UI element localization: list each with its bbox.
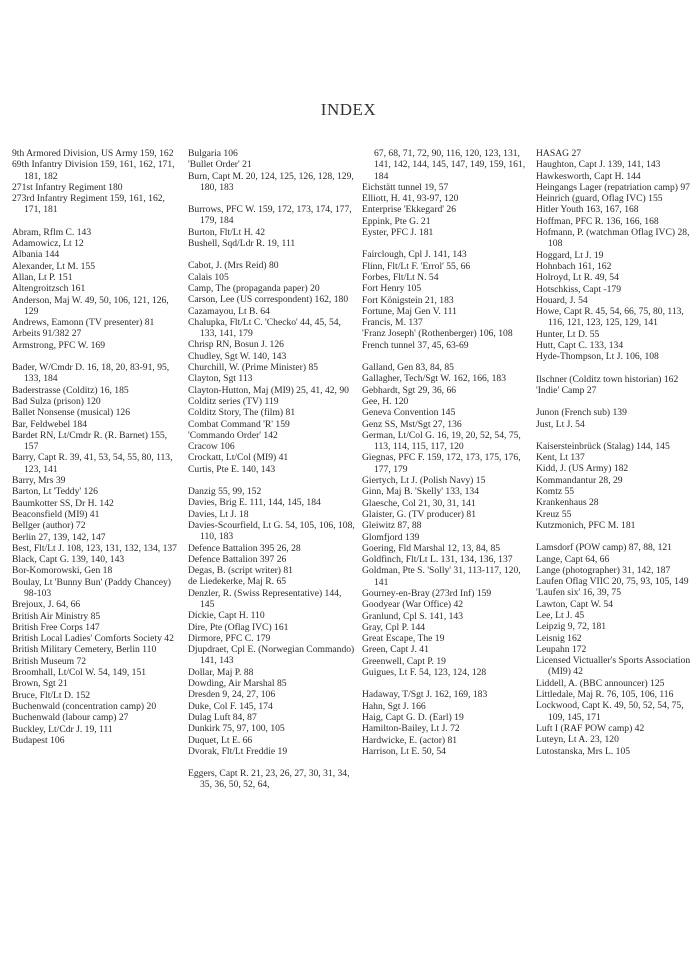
index-entry: Berlin 27, 139, 142, 147	[12, 531, 106, 543]
index-entry: Dunkirk 75, 97, 100, 105	[188, 723, 285, 735]
index-entry: Liddell, A. (BBC announcer) 125	[536, 677, 665, 689]
index-entry: Hofmann, P. (watchman Oflag IVC) 28, 108	[536, 227, 690, 250]
index-group-gap	[362, 238, 527, 249]
index-entry: Dowding, Air Marshal 85	[188, 678, 287, 690]
index-entry: Cazamayou, Lt B. 64	[188, 305, 270, 317]
index-entry: Albania 144	[12, 249, 60, 261]
index-entry: Carson, Lee (US correspondent) 162, 180	[188, 294, 349, 306]
index-entry: Dulag Luft 84, 87	[188, 711, 257, 723]
index-entry: Beaconsfield (MI9) 41	[12, 508, 100, 520]
index-group-gap	[12, 351, 177, 362]
index-entry: Gourney-en-Bray (273rd Inf) 159	[362, 587, 492, 599]
index-entry: Crockatt, Lt/Col (MI9) 41	[188, 452, 289, 464]
index-entry: Davies-Scourfield, Lt G. 54, 105, 106, 108, 110, 183	[188, 519, 355, 543]
index-entry: Bardet RN, Lt/Cmdr R. (R. Barnet) 155, 157	[12, 429, 168, 453]
index-entry: Bor-Komorowski, Gen 18	[12, 565, 113, 577]
index-entry: Glomfjord 139	[362, 531, 420, 543]
index-entry: Kaisersteinbrück (Stalag) 144, 145	[536, 440, 670, 452]
index-entry: Eichstätt tunnel 19, 57	[362, 181, 449, 193]
index-entry: Cabot, J. (Mrs Reid) 80	[188, 260, 279, 272]
index-entry: Hahn, Sgt J. 166	[362, 700, 426, 712]
index-entry: Goodyear (War Office) 42	[362, 599, 464, 611]
index-entry: Eppink, Pte G. 21	[362, 215, 431, 227]
index-entry: Bulgaria 106	[188, 148, 238, 159]
index-group-gap	[536, 430, 696, 441]
index-entry: 271st Infantry Regiment 180	[12, 181, 123, 193]
index-entry: Forbes, Flt/Lt N. 54	[362, 271, 439, 283]
index-entry: Harrison, Lt E. 50, 54	[362, 745, 446, 757]
index-entry: Just, Lt J. 54	[536, 418, 585, 430]
index-group-gap	[188, 193, 358, 204]
index-entry: Laufen Oflag VIIC 20, 75, 93, 105, 149	[536, 576, 689, 588]
index-entry: 67, 68, 71, 72, 90, 116, 120, 123, 131, 141, 142, 144, 145, 147, 149, 159, 161, 184	[374, 148, 526, 182]
index-entry: Colditz Story, The (film) 81	[188, 407, 296, 419]
index-entry: Howe, Capt R. 45, 54, 66, 75, 80, 113, 116, 121, 123, 125, 129, 141	[536, 306, 684, 329]
index-entry: Adamowicz, Lt 12	[12, 238, 84, 250]
index-entry: Arbeits 91/382 27	[12, 328, 82, 340]
index-entry: Dickie, Capt H. 110	[188, 610, 265, 622]
index-entry: Alexander, Lt M. 155	[12, 260, 96, 272]
index-column-4	[536, 148, 696, 757]
index-entry: 'Indie' Camp 27	[536, 384, 597, 396]
page-title: INDEX	[320, 100, 377, 119]
index-entry: Glaesche, Col 21, 30, 31, 141	[362, 497, 476, 509]
index-group-gap	[536, 396, 696, 407]
index-entry: Leisnig 162	[536, 632, 582, 644]
index-entry: Baumkotter SS, Dr H. 142	[12, 497, 114, 509]
index-entry: Gallagher, Tech/Sgt W. 162, 166, 183	[362, 373, 506, 385]
index-entry: Haughton, Capt J. 139, 141, 143	[536, 159, 661, 171]
index-entry: Enterprise 'Ekkegard' 26	[362, 204, 457, 216]
index-entry: Burton, Flt/Lt H. 42	[188, 226, 266, 238]
index-entry: Komtz 55	[536, 486, 575, 498]
index-entry: Chrisp RN, Bosun J. 126	[188, 339, 284, 351]
index-entry: Duke, Col F. 145, 174	[188, 700, 273, 712]
index-entry: Hoggard, Lt J. 19	[536, 249, 604, 261]
index-entry: Lockwood, Capt K. 49, 50, 52, 54, 75, 109, 145, 171	[536, 700, 684, 723]
index-entry: 'Commando Order' 142	[188, 429, 278, 441]
index-entry: Dollar, Maj P. 88	[188, 666, 254, 678]
index-entry: Best, Flt/Lt J. 108, 123, 131, 132, 134, 137	[12, 542, 177, 554]
index-entry: Burrows, PFC W. 159, 172, 173, 174, 177, 179, 184	[188, 204, 352, 227]
index-entry: Colditz series (TV) 119	[188, 395, 279, 407]
index-entry: Andrews, Eamonn (TV presenter) 81	[12, 317, 155, 329]
index-entry: Ilschner (Colditz town historian) 162	[536, 373, 679, 385]
index-entry: Lamsdorf (POW camp) 87, 88, 121	[536, 542, 672, 554]
index-entry: Abram, Rflm C. 143	[12, 226, 92, 238]
index-entry: Fort Königstein 21, 183	[362, 294, 454, 306]
index-entry: Geneva Convention 145	[362, 407, 456, 419]
index-entry: Clayton-Hutton, Maj (MI9) 25, 41, 42, 90	[188, 384, 349, 396]
index-entry: Leipzig 9, 72, 181	[536, 621, 607, 633]
index-entry: Bar, Feldwebel 184	[12, 418, 88, 430]
index-group-gap	[188, 249, 358, 260]
index-entry: Baderstrasse (Colditz) 16, 185	[12, 384, 129, 396]
index-entry: Buckley, Lt/Cdr J. 19, 111	[12, 723, 113, 735]
index-entry: Green, Capt J. 41	[362, 644, 429, 656]
index-entry: British Free Corps 147	[12, 621, 100, 633]
index-entry: Bruce, Flt/Lt D. 152	[12, 689, 91, 701]
index-group-gap	[188, 757, 358, 768]
index-column-1	[12, 148, 177, 746]
index-entry: Bad Sulza (prison) 120	[12, 395, 101, 407]
index-entry: Leupahn 172	[536, 643, 587, 655]
index-entry: Luteyn, Lt A. 23, 120	[536, 734, 619, 746]
index-entry: Cracow 106	[188, 441, 235, 453]
index-entry: Buchenwald (labour camp) 27	[12, 712, 129, 724]
index-entry: Heinrich (guard, Oflag IVC) 155	[536, 193, 663, 205]
index-entry: French tunnel 37, 45, 63-69	[362, 339, 469, 351]
index-entry: Fortune, Maj Gen V. 111	[362, 305, 457, 317]
index-entry: Hyde-Thompson, Lt J. 106, 108	[536, 351, 659, 363]
index-group-gap	[536, 531, 696, 542]
index-entry: Defence Battalion 395 26, 28	[188, 542, 301, 554]
index-entry: Chudley, Sgt W. 140, 143	[188, 350, 287, 362]
index-entry: Eggers, Capt R. 21, 23, 26, 27, 30, 31, 34, 35, 36, 50, 52, 64,	[188, 768, 350, 791]
index-entry: Boulay, Lt 'Bunny Bun' (Paddy Chancey) 98-103	[12, 576, 171, 599]
index-entry: Ginn, Maj B. 'Skelly' 133, 134	[362, 486, 479, 498]
index-entry: Great Escape, The 19	[362, 633, 445, 645]
index-entry: Hitler Youth 163, 167, 168	[536, 204, 639, 216]
index-entry: Kutzmonich, PFC M. 181	[536, 519, 636, 531]
index-entry: British Local Ladies' Comforts Society 42	[12, 633, 174, 645]
index-entry: Hutt, Capt C. 133, 134	[536, 340, 624, 352]
index-entry: Duquet, Lt E. 66	[188, 734, 253, 746]
index-entry: 'Franz Joseph' (Rothenberger) 106, 108	[362, 328, 513, 340]
index-entry: Giegnas, PFC F. 159, 172, 173, 175, 176, 177, 179	[362, 452, 521, 475]
index-entry: Barry, Mrs 39	[12, 475, 66, 487]
index-entry: Bellger (author) 72	[12, 520, 86, 532]
index-entry: Galland, Gen 83, 84, 85	[362, 362, 454, 374]
index-entry: 69th Infantry Division 159, 161, 162, 171, 181, 182	[12, 159, 175, 182]
index-entry: Fairclough, Cpl J. 141, 143	[362, 249, 467, 261]
index-entry: Dresden 9, 24, 27, 106	[188, 689, 276, 701]
index-entry: Hunter, Lt D. 55	[536, 328, 600, 340]
index-entry: Genz SS, Mst/Sgt 27, 136	[362, 418, 462, 430]
index-entry: British Military Cemetery, Berlin 110	[12, 644, 157, 656]
index-entry: Lawton, Capt W. 54	[536, 598, 614, 610]
index-entry: Clayton, Sgt 113	[188, 373, 253, 385]
index-entry: Greenwell, Capt P. 19	[362, 655, 446, 667]
index-entry: Elliott, H. 41, 93-97, 120	[362, 193, 459, 205]
index-entry: 'Bullet Order' 21	[188, 159, 252, 171]
index-entry: 273rd Infantry Regiment 159, 161, 162, 171, 181	[12, 193, 165, 216]
index-entry: 'Laufen six' 16, 39, 75	[536, 587, 621, 599]
index-entry: Hadaway, T/Sgt J. 162, 169, 183	[362, 689, 488, 701]
index-entry: de Liedekerke, Maj R. 65	[188, 576, 287, 588]
index-entry: Dire, Pte (Oflag IVC) 161	[188, 621, 289, 633]
index-entry: Licensed Victualler's Sports Association (MI9) 42	[536, 655, 691, 678]
index-entry: Hamilton-Bailey, Lt J. 72	[362, 723, 460, 735]
index-group-gap	[362, 678, 527, 689]
index-entry: Gee, H. 120	[362, 395, 409, 407]
index-entry: Junon (French sub) 139	[536, 407, 627, 419]
index-group-gap	[536, 363, 696, 374]
index-entry: Churchill, W. (Prime Minister) 85	[188, 362, 319, 374]
index-entry: Barry, Capt R. 39, 41, 53, 54, 55, 80, 113, 123, 141	[12, 452, 173, 475]
index-entry: Buchenwald (concentration camp) 20	[12, 700, 157, 712]
index-entry: Lange (photographer) 31, 142, 187	[536, 564, 671, 576]
index-entry: Degas, B. (script writer) 81	[188, 565, 293, 577]
index-entry: Gleiwitz 87, 88	[362, 520, 422, 532]
index-entry: Krankenhaus 28	[536, 497, 599, 509]
index-entry: Goldfinch, Flt/Lt L. 131, 134, 136, 137	[362, 554, 513, 566]
index-column-2	[188, 148, 358, 791]
index-entry: Gray, Cpl P. 144	[362, 621, 426, 633]
index-entry: Kent, Lt 137	[536, 452, 585, 464]
index-entry: Giertych, Lt J. (Polish Navy) 15	[362, 475, 486, 487]
index-entry: Black, Capt G. 139, 140, 143	[12, 554, 125, 566]
index-entry: Gebhardt, Sgt 29, 36, 66	[362, 384, 457, 396]
index-entry: Lange, Capt 64, 66	[536, 553, 610, 565]
index-entry: Anderson, Maj W. 49, 50, 106, 121, 126, 129	[12, 294, 169, 317]
index-entry: Kreuz 55	[536, 508, 572, 520]
index-entry: British Museum 72	[12, 655, 87, 667]
index-group-gap	[12, 216, 177, 227]
index-entry: Chalupka, Flt/Lt C. 'Checko' 44, 45, 54, 133, 141, 179	[188, 316, 341, 340]
index-entry: Hotschkiss, Capt -179	[536, 283, 622, 295]
index-entry: Allan, Lt P. 151	[12, 271, 73, 283]
index-entry: Djupdraet, Cpl E. (Norwegian Commando) 141, 143	[188, 644, 355, 667]
index-entry: Budapest 106	[12, 734, 65, 746]
index-entry: Danzig 55, 99, 152	[188, 486, 262, 498]
index-entry: Eyster, PFC J. 181	[362, 227, 434, 239]
index-entry: Goldman, Pte S. 'Solly' 31, 113-117, 120, 141	[362, 565, 521, 588]
index-entry: Combat Command 'R' 159	[188, 418, 290, 430]
index-entry: Hoffman, PFC R. 136, 166, 168	[536, 215, 659, 227]
index-entry: Fort Henry 105	[362, 283, 422, 295]
index-entry: Granlund, Cpl S. 141, 143	[362, 610, 464, 622]
index-group-gap	[188, 475, 358, 486]
index-entry: Davies, Lt J. 18	[188, 508, 249, 520]
index-entry: Barton, Lt 'Teddy' 126	[12, 486, 98, 498]
index-group-gap	[362, 351, 527, 362]
index-entry: Guigues, Lt F. 54, 123, 124, 128	[362, 667, 487, 679]
index-entry: Bushell, Sqd/Ldr R. 19, 111	[188, 238, 296, 250]
index-entry: Francis, M. 137	[362, 317, 423, 329]
index-entry: Lee, Lt J. 45	[536, 609, 585, 621]
index-entry: Glaister, G. (TV producer) 81	[362, 508, 476, 520]
index-entry: German, Lt/Col G. 16, 19, 20, 52, 54, 75, 113, 114, 115, 117, 120	[362, 429, 521, 453]
index-entry: British Air Ministry 85	[12, 610, 101, 622]
index-entry: Curtis, Pte E. 140, 143	[188, 463, 276, 475]
index-entry: Ballet Nonsense (musical) 126	[12, 407, 131, 419]
index-entry: Haig, Capt G. D. (Earl) 19	[362, 711, 464, 723]
index-entry: HASAG 27	[536, 148, 582, 159]
index-entry: Dirmore, PFC C. 179	[188, 632, 271, 644]
index-entry: Lutostanska, Mrs L. 105	[536, 745, 631, 757]
index-entry: Kommandantur 28, 29	[536, 474, 623, 486]
index-entry: Heingangs Lager (repatriation camp) 97	[536, 181, 690, 193]
index-entry: Holroyd, Lt R. 49, 54	[536, 272, 619, 284]
index-entry: Goering, Fld Marshal 12, 13, 84, 85	[362, 542, 501, 554]
index-entry: Defence Battalion 397 26	[188, 553, 287, 565]
index-entry: Armstrong, PFC W. 169	[12, 339, 106, 351]
index-column-3	[362, 148, 527, 757]
index-entry: Davies, Brig E. 111, 144, 145, 184	[188, 497, 321, 509]
index-entry: Broomhall, Lt/Col W. 54, 149, 151	[12, 667, 147, 679]
index-entry: Hohnbach 161, 162	[536, 260, 612, 272]
index-entry: Brejoux, J. 64, 66	[12, 599, 81, 611]
index-entry: Flinn, Flt/Lt F. 'Errol' 55, 66	[362, 260, 471, 272]
index-entry: Hawkesworth, Capt H. 144	[536, 170, 641, 182]
index-entry: Brown, Sgt 21	[12, 678, 68, 690]
index-entry: Burn, Capt M. 20, 124, 125, 126, 128, 129, 180, 183	[188, 170, 354, 193]
index-entry: Denzler, R. (Swiss Representative) 144, 145	[188, 587, 342, 610]
index-entry: Luft I (RAF POW camp) 42	[536, 722, 645, 734]
index-entry: Calais 105	[188, 271, 229, 283]
index-entry: Houard, J. 54	[536, 294, 588, 306]
index-entry: 9th Armored Division, US Army 159, 162	[12, 148, 174, 159]
index-entry: Altengroitzsch 161	[12, 283, 86, 295]
index-entry: Kidd, J. (US Army) 182	[536, 463, 629, 475]
index-entry: Bader, W/Cmdr D. 16, 18, 20, 83-91, 95, 133, 184	[12, 362, 170, 385]
index-entry: Littledale, Maj R. 76, 105, 106, 116	[536, 689, 674, 701]
index-entry: Hardwicke, E. (actor) 81	[362, 734, 458, 746]
index-entry: Camp, The (propaganda paper) 20	[188, 282, 320, 294]
index-entry: Dvorak, Flt/Lt Freddie 19	[188, 745, 288, 757]
